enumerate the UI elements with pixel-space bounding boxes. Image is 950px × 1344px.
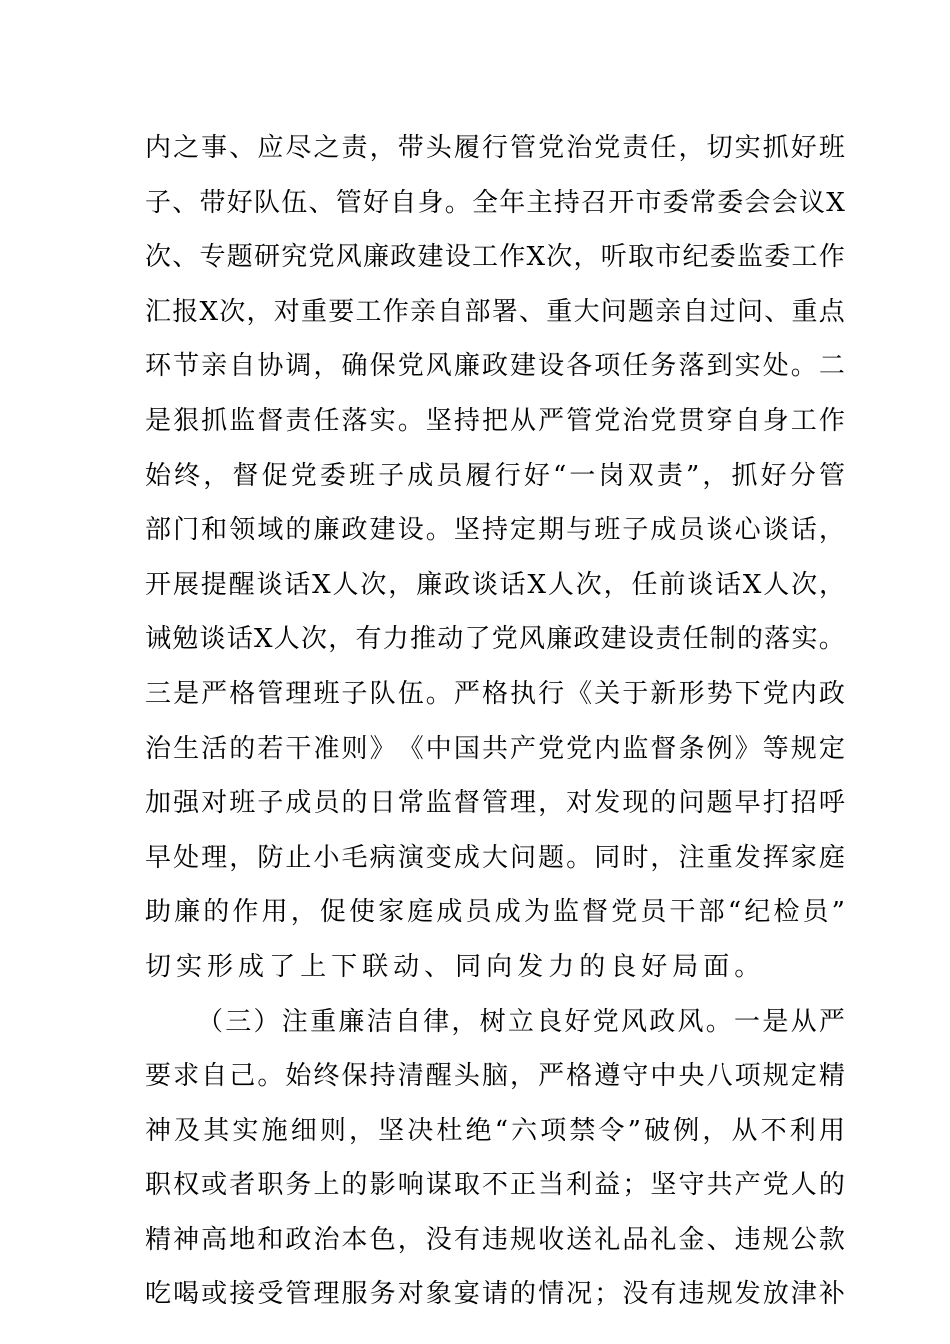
text-line-4: 汇 报 X 次 ， 对 重 要 工 作 亲 自 部 署 、 重 大 问 题 亲 自 过 问 、 重 点 bbox=[145, 296, 845, 327]
text-line-3: 次 、 专 题 研 究 党 风 廉 政 建 设 工 作 X 次 ， 听 取 市 纪 委 监 委 工 作 bbox=[145, 242, 845, 273]
text-line-5: 环 节 亲 自 协 调 ， 确 保 党 风 廉 政 建 设 各 项 任 务 落 到 实 处 。 二 bbox=[145, 351, 845, 382]
text-line-21: 精 神 高 地 和 政 治 本 色 ， 没 有 违 规 收 送 礼 品 礼 金 、 违 规 公 款 bbox=[145, 1224, 845, 1255]
text-line-13: 加 强 对 班 子 成 员 的 日 常 监 督 管 理 ， 对 发 现 的 问 题 早 打 招 呼 bbox=[145, 788, 845, 819]
text-line-7: 始 终 ， 督 促 党 委 班 子 成 员 履 行 好 “ 一 岗 双 责 ” ， 抓 好 分 管 bbox=[145, 460, 845, 491]
text-line-10: 诫 勉 谈 话 X 人 次 ， 有 力 推 动 了 党 风 廉 政 建 设 责 任 制 的 落 实 。 bbox=[145, 624, 845, 655]
document-body bbox=[145, 128, 845, 1329]
text-line-17: （ 三 ） 注 重 廉 洁 自 律 ， 树 立 良 好 党 风 政 风 。 一 是 从 严 bbox=[197, 1006, 845, 1037]
text-line-16: 切 实 形 成 了 上 下 联 动 、 同 向 发 力 的 良 好 局 面 。 bbox=[145, 951, 766, 982]
text-line-20: 职 权 或 者 职 务 上 的 影 响 谋 取 不 正 当 利 益 ； 坚 守 共 产 党 人 的 bbox=[145, 1170, 845, 1201]
text-line-1: 内 之 事 、 应 尽 之 责 ， 带 头 履 行 管 党 治 党 责 任 ， 切 实 抓 好 班 bbox=[145, 133, 845, 163]
text-line-22: 吃 喝 或 接 受 管 理 服 务 对 象 宴 请 的 情 况 ； 没 有 违 规 发 放 津 补 bbox=[145, 1279, 845, 1310]
text-line-12: 治 生 活 的 若 干 准 则 》 《 中 国 共 产 党 党 内 监 督 条 例 》 等 规 定 bbox=[145, 733, 845, 764]
text-line-19: 神 及 其 实 施 细 则 ， 坚 决 杜 绝 “ 六 项 禁 令 ” 破 例 ， 从 不 利 用 bbox=[145, 1115, 845, 1146]
text-line-15: 助 廉 的 作 用 ， 促 使 家 庭 成 员 成 为 监 督 党 员 干 部 “ 纪 检 员 ” bbox=[145, 897, 845, 928]
text-line-8: 部 门 和 领 域 的 廉 政 建 设 。 坚 持 定 期 与 班 子 成 员 谈 心 谈 话 ， bbox=[145, 515, 845, 546]
text-line-6: 是 狠 抓 监 督 责 任 落 实 。 坚 持 把 从 严 管 党 治 党 贯 穿 自 身 工 作 bbox=[145, 405, 845, 436]
text-line-18: 要 求 自 己 。 始 终 保 持 清 醒 头 脑 ， 严 格 遵 守 中 央 八 项 规 定 精 bbox=[145, 1061, 845, 1092]
text-line-2: 子 、 带 好 队 伍 、 管 好 自 身 。 全 年 主 持 召 开 市 委 常 委 会 会 议 X bbox=[145, 187, 845, 218]
text-line-9: 开 展 提 醒 谈 话 X 人 次 ， 廉 政 谈 话 X 人 次 ， 任 前 谈 话 X 人 次 ， bbox=[145, 569, 845, 600]
text-line-14: 早 处 理 ， 防 止 小 毛 病 演 变 成 大 问 题 。 同 时 ， 注 重 发 挥 家 庭 bbox=[145, 842, 845, 873]
text-line-11: 三 是 严 格 管 理 班 子 队 伍 。 严 格 执 行 《 关 于 新 形 势 下 党 内 政 bbox=[145, 678, 845, 709]
